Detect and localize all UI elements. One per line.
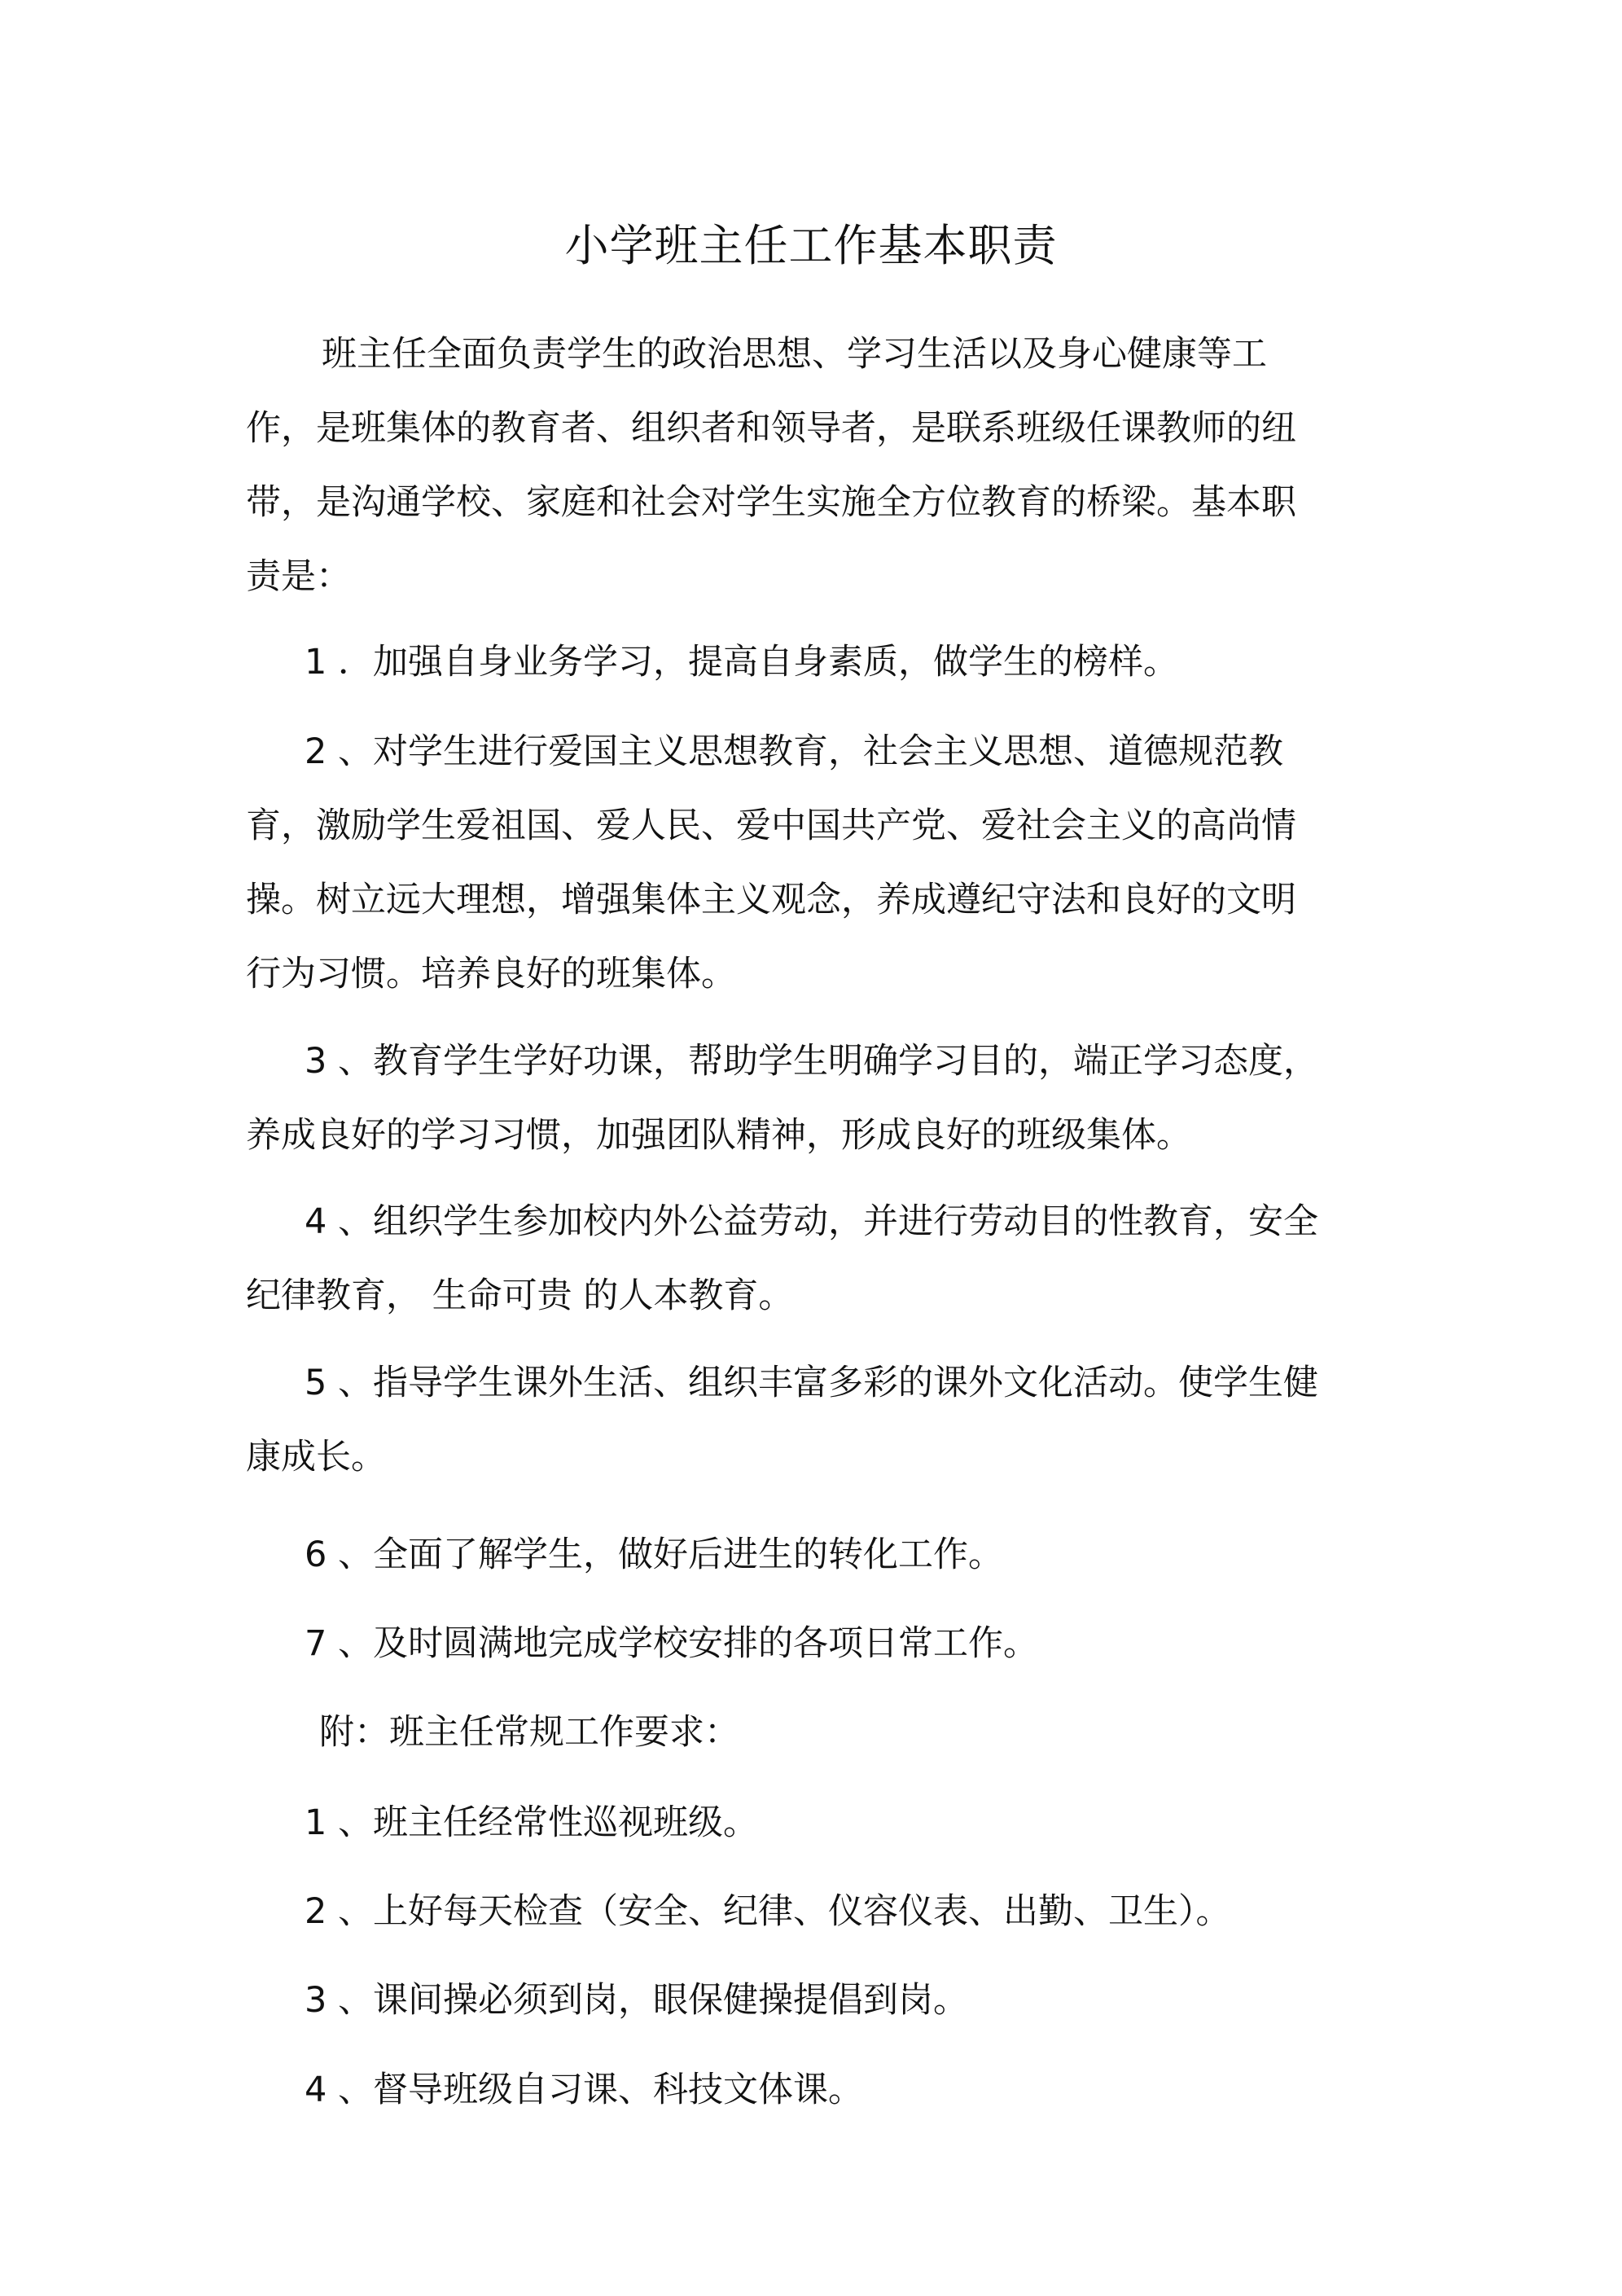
requirement-item-4: 4 、督导班级自习课、科技文体课。: [305, 2070, 864, 2110]
intro-paragraph: 班主任全面负责学生的政治思想、学习生活以及身心健康等工作，是班集体的教育者、组织者和领导者，是联系班级任课教师的纽带，是沟通学校、家庭和社会对学生实施全方位教育的桥梁。基本职责是：: [246, 334, 1296, 597]
duty-item-2: 2 、对学生进行爱国主义思想教育，社会主义思想、道德规范教育，激励学生爱祖国、爱人民、爱中国共产党、爱社会主义的高尚情操。树立远大理想，增强集体主义观念，养成遵纪守法和良好的文明行为习惯。培养良好的班集体。: [246, 731, 1296, 994]
duty-item-6: 6 、全面了解学生，做好后进生的转化工作。: [305, 1534, 1004, 1575]
appendix-heading: 附：班主任常规工作要求：: [319, 1712, 739, 1753]
requirement-item-3: 3 、课间操必须到岗，眼保健操提倡到岗。: [305, 1980, 969, 2021]
duty-item-7: 7 、及时圆满地完成学校安排的各项日常工作。: [305, 1623, 1039, 1664]
duty-item-3: 3 、教育学生学好功课，帮助学生明确学习目的，端正学习态度，养成良好的学习习惯，加强团队精神，形成良好的班级集体。: [246, 1041, 1319, 1156]
duty-item-5: 5 、指导学生课外生活、组织丰富多彩的课外文化活动。使学生健康成长。: [246, 1363, 1319, 1477]
requirement-item-1: 1 、班主任经常性巡视班级。: [305, 1802, 759, 1843]
requirement-item-2: 2 、上好每天检查（安全、纪律、仪容仪表、出勤、卫生）。: [305, 1891, 1231, 1932]
document-title: 小学班主任工作基本职责: [564, 220, 1058, 271]
duty-item-1: 1 ．加强自身业务学习，提高自身素质，做学生的榜样。: [305, 642, 1179, 683]
duty-item-4: 4 、组织学生参加校内外公益劳动，并进行劳动目的性教育，安全纪律教育， 生命可贵 的人本教育。: [246, 1201, 1319, 1316]
